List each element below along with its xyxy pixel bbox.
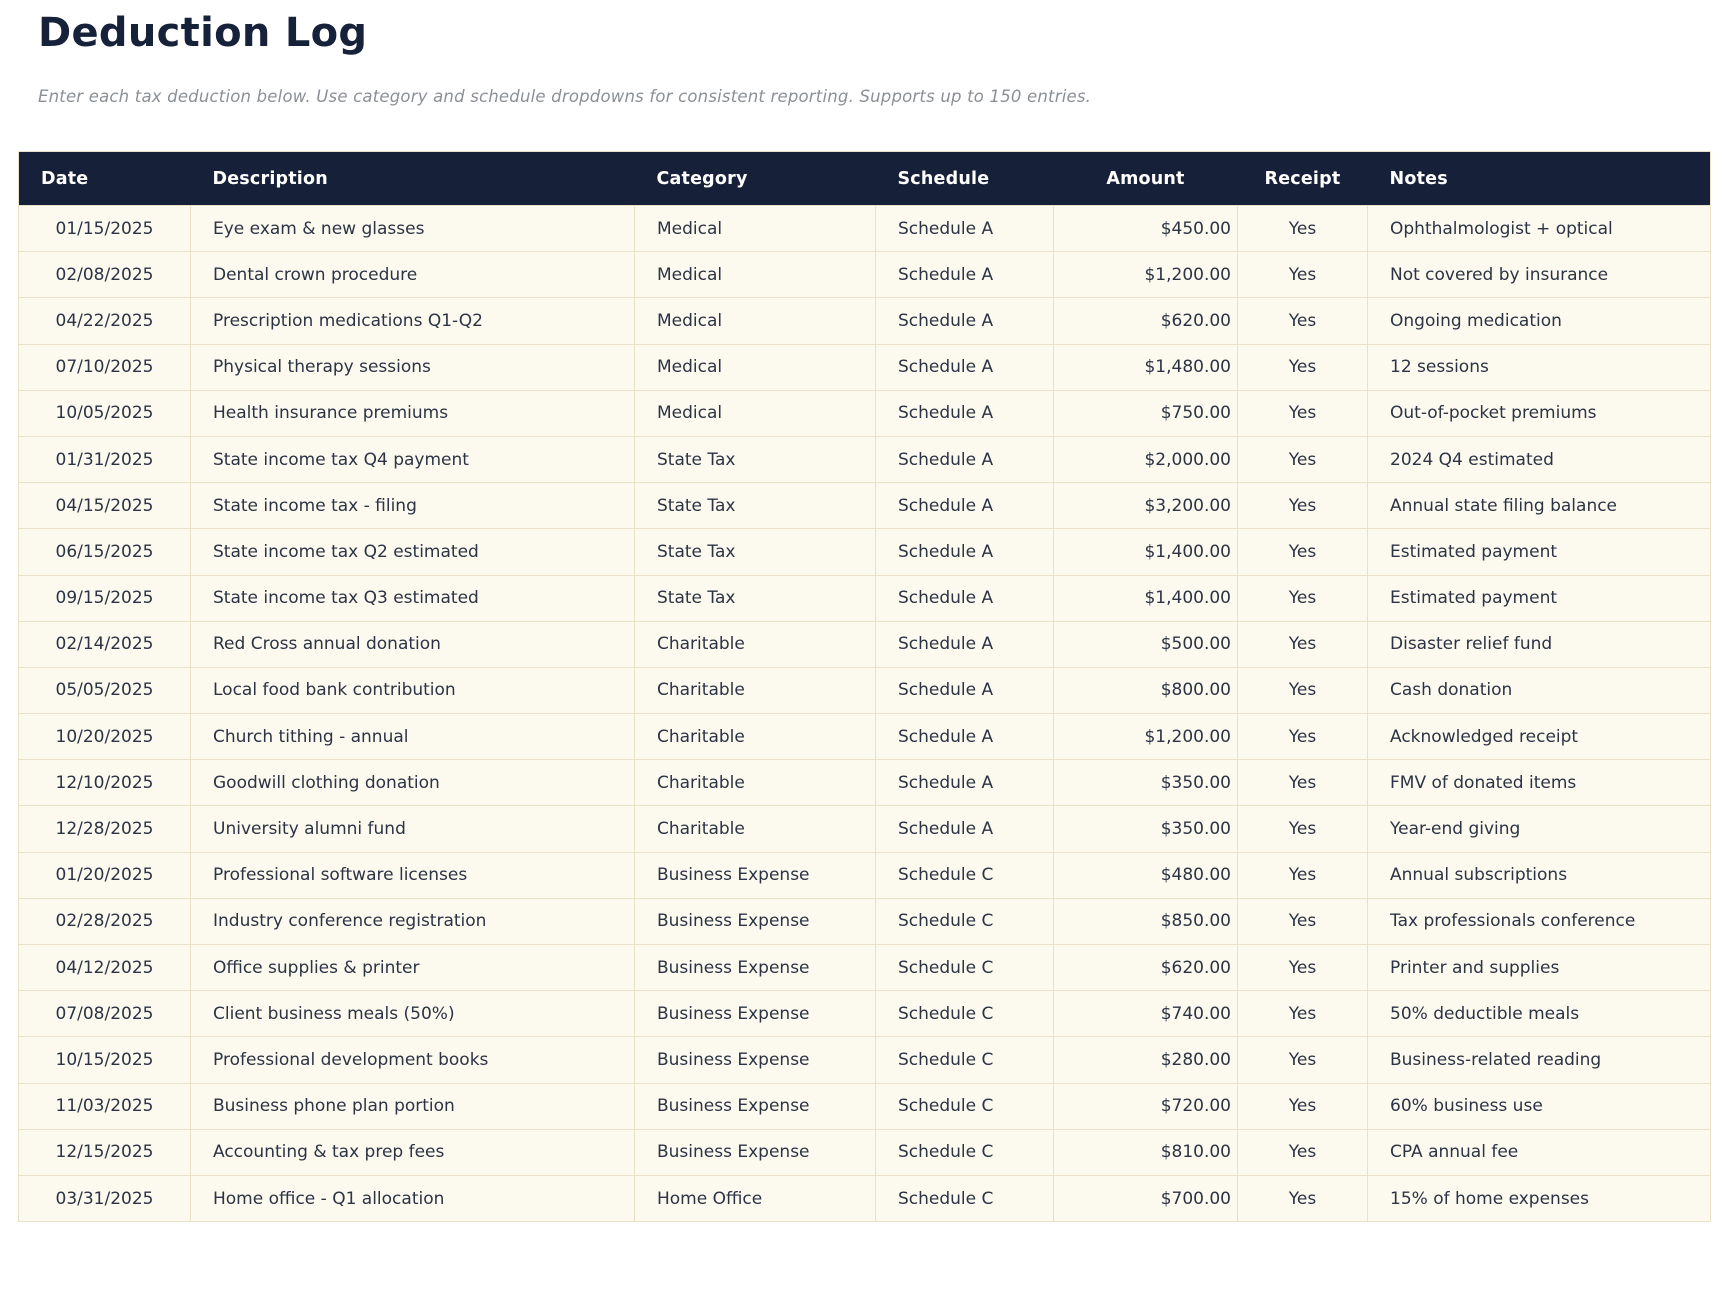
column-header-notes: Notes — [1368, 152, 1711, 206]
cell-category[interactable]: Charitable — [635, 667, 876, 713]
cell-receipt[interactable]: Yes — [1238, 1037, 1368, 1083]
cell-category[interactable]: Medical — [635, 298, 876, 344]
cell-notes[interactable]: Out-of-pocket premiums — [1368, 390, 1711, 436]
cell-date[interactable]: 10/15/2025 — [19, 1037, 191, 1083]
cell-receipt[interactable]: Yes — [1238, 298, 1368, 344]
column-header-category: Category — [635, 152, 876, 206]
cell-schedule[interactable]: Schedule A — [876, 298, 1054, 344]
cell-notes[interactable]: 50% deductible meals — [1368, 991, 1711, 1037]
cell-amount[interactable]: $350.00 — [1054, 806, 1238, 852]
cell-schedule[interactable]: Schedule C — [876, 1037, 1054, 1083]
cell-amount[interactable]: $740.00 — [1054, 991, 1238, 1037]
cell-schedule[interactable]: Schedule A — [876, 667, 1054, 713]
cell-description[interactable]: University alumni fund — [191, 806, 635, 852]
cell-description[interactable]: Office supplies & printer — [191, 945, 635, 991]
cell-date[interactable]: 04/22/2025 — [19, 298, 191, 344]
table-row — [19, 621, 1711, 667]
table-row — [19, 806, 1711, 852]
cell-amount[interactable]: $280.00 — [1054, 1037, 1238, 1083]
cell-description[interactable]: State income tax Q2 estimated — [191, 529, 635, 575]
cell-date[interactable]: 04/15/2025 — [19, 483, 191, 529]
cell-category[interactable]: Charitable — [635, 760, 876, 806]
cell-description[interactable]: Client business meals (50%) — [191, 991, 635, 1037]
column-header-amount: Amount — [1054, 152, 1238, 206]
cell-notes[interactable]: 2024 Q4 estimated — [1368, 436, 1711, 482]
cell-schedule[interactable]: Schedule C — [876, 1129, 1054, 1175]
cell-receipt[interactable]: Yes — [1238, 1083, 1368, 1129]
cell-category[interactable]: Business Expense — [635, 991, 876, 1037]
table-row — [19, 390, 1711, 436]
column-header-date: Date — [19, 152, 191, 206]
cell-amount[interactable]: $1,200.00 — [1054, 714, 1238, 760]
cell-receipt[interactable]: Yes — [1238, 483, 1368, 529]
cell-schedule[interactable]: Schedule C — [876, 1175, 1054, 1221]
cell-amount[interactable]: $2,000.00 — [1054, 436, 1238, 482]
table-row — [19, 344, 1711, 390]
table-row — [19, 760, 1711, 806]
table-row — [19, 1129, 1711, 1175]
cell-description[interactable]: Accounting & tax prep fees — [191, 1129, 635, 1175]
cell-description[interactable]: Local food bank contribution — [191, 667, 635, 713]
cell-category[interactable]: Medical — [635, 344, 876, 390]
cell-notes[interactable]: Disaster relief fund — [1368, 621, 1711, 667]
table-row — [19, 252, 1711, 298]
cell-date[interactable]: 01/31/2025 — [19, 436, 191, 482]
cell-category[interactable]: Medical — [635, 390, 876, 436]
cell-notes[interactable]: FMV of donated items — [1368, 760, 1711, 806]
cell-notes[interactable]: Business-related reading — [1368, 1037, 1711, 1083]
cell-schedule[interactable]: Schedule A — [876, 390, 1054, 436]
table-row — [19, 436, 1711, 482]
cell-date[interactable]: 07/08/2025 — [19, 991, 191, 1037]
page-title: Deduction Log — [38, 10, 368, 56]
cell-amount[interactable]: $1,400.00 — [1054, 529, 1238, 575]
cell-amount[interactable]: $620.00 — [1054, 945, 1238, 991]
cell-date[interactable]: 04/12/2025 — [19, 945, 191, 991]
cell-receipt[interactable]: Yes — [1238, 714, 1368, 760]
cell-category[interactable]: Business Expense — [635, 898, 876, 944]
cell-schedule[interactable]: Schedule C — [876, 852, 1054, 898]
cell-date[interactable]: 02/08/2025 — [19, 252, 191, 298]
cell-notes[interactable]: Not covered by insurance — [1368, 252, 1711, 298]
cell-category[interactable]: Charitable — [635, 714, 876, 760]
table-row — [19, 714, 1711, 760]
cell-amount[interactable]: $850.00 — [1054, 898, 1238, 944]
table-row — [19, 1175, 1711, 1221]
cell-amount[interactable]: $1,400.00 — [1054, 575, 1238, 621]
cell-amount[interactable]: $800.00 — [1054, 667, 1238, 713]
cell-description[interactable]: Physical therapy sessions — [191, 344, 635, 390]
cell-description[interactable]: Goodwill clothing donation — [191, 760, 635, 806]
cell-notes[interactable]: Acknowledged receipt — [1368, 714, 1711, 760]
cell-amount[interactable]: $1,200.00 — [1054, 252, 1238, 298]
cell-schedule[interactable]: Schedule C — [876, 945, 1054, 991]
cell-schedule[interactable]: Schedule A — [876, 206, 1054, 252]
cell-description[interactable]: Professional software licenses — [191, 852, 635, 898]
cell-date[interactable]: 10/05/2025 — [19, 390, 191, 436]
cell-date[interactable]: 12/10/2025 — [19, 760, 191, 806]
cell-amount[interactable]: $750.00 — [1054, 390, 1238, 436]
cell-amount[interactable]: $1,480.00 — [1054, 344, 1238, 390]
cell-date[interactable]: 06/15/2025 — [19, 529, 191, 575]
table-row — [19, 991, 1711, 1037]
cell-receipt[interactable]: Yes — [1238, 436, 1368, 482]
cell-notes[interactable]: Annual subscriptions — [1368, 852, 1711, 898]
cell-schedule[interactable]: Schedule A — [876, 714, 1054, 760]
cell-amount[interactable]: $620.00 — [1054, 298, 1238, 344]
cell-notes[interactable]: Annual state filing balance — [1368, 483, 1711, 529]
cell-amount[interactable]: $810.00 — [1054, 1129, 1238, 1175]
cell-schedule[interactable]: Schedule C — [876, 1083, 1054, 1129]
cell-description[interactable]: Church tithing - annual — [191, 714, 635, 760]
cell-schedule[interactable]: Schedule A — [876, 436, 1054, 482]
cell-schedule[interactable]: Schedule A — [876, 760, 1054, 806]
table-row — [19, 575, 1711, 621]
cell-receipt[interactable]: Yes — [1238, 529, 1368, 575]
cell-receipt[interactable]: Yes — [1238, 252, 1368, 298]
cell-description[interactable]: Professional development books — [191, 1037, 635, 1083]
cell-description[interactable]: Business phone plan portion — [191, 1083, 635, 1129]
cell-category[interactable]: Business Expense — [635, 1083, 876, 1129]
table-row — [19, 298, 1711, 344]
cell-description[interactable]: Dental crown procedure — [191, 252, 635, 298]
table-head — [19, 152, 1711, 206]
cell-category[interactable]: Business Expense — [635, 1129, 876, 1175]
cell-schedule[interactable]: Schedule A — [876, 806, 1054, 852]
cell-category[interactable]: Charitable — [635, 621, 876, 667]
cell-category[interactable]: State Tax — [635, 483, 876, 529]
cell-category[interactable]: Business Expense — [635, 1037, 876, 1083]
cell-category[interactable]: Medical — [635, 206, 876, 252]
cell-receipt[interactable]: Yes — [1238, 390, 1368, 436]
table-row — [19, 667, 1711, 713]
column-header-description: Description — [191, 152, 635, 206]
cell-receipt[interactable]: Yes — [1238, 1129, 1368, 1175]
table-row — [19, 1083, 1711, 1129]
cell-notes[interactable]: Tax professionals conference — [1368, 898, 1711, 944]
cell-category[interactable]: Medical — [635, 252, 876, 298]
cell-receipt[interactable]: Yes — [1238, 945, 1368, 991]
table-body — [19, 206, 1711, 1222]
table-header-row — [19, 152, 1711, 206]
cell-date[interactable]: 01/20/2025 — [19, 852, 191, 898]
cell-notes[interactable]: 15% of home expenses — [1368, 1175, 1711, 1221]
cell-amount[interactable]: $480.00 — [1054, 852, 1238, 898]
cell-notes[interactable]: Cash donation — [1368, 667, 1711, 713]
cell-date[interactable]: 10/20/2025 — [19, 714, 191, 760]
cell-category[interactable]: State Tax — [635, 436, 876, 482]
cell-amount[interactable]: $350.00 — [1054, 760, 1238, 806]
cell-notes[interactable]: Ophthalmologist + optical — [1368, 206, 1711, 252]
table-row — [19, 529, 1711, 575]
cell-description[interactable]: Red Cross annual donation — [191, 621, 635, 667]
cell-date[interactable]: 03/31/2025 — [19, 1175, 191, 1221]
cell-date[interactable]: 01/15/2025 — [19, 206, 191, 252]
cell-description[interactable]: Industry conference registration — [191, 898, 635, 944]
cell-schedule[interactable]: Schedule A — [876, 344, 1054, 390]
cell-description[interactable]: Home office - Q1 allocation — [191, 1175, 635, 1221]
cell-notes[interactable]: Estimated payment — [1368, 529, 1711, 575]
cell-receipt[interactable]: Yes — [1238, 852, 1368, 898]
cell-amount[interactable]: $720.00 — [1054, 1083, 1238, 1129]
cell-date[interactable]: 09/15/2025 — [19, 575, 191, 621]
cell-category[interactable]: State Tax — [635, 529, 876, 575]
cell-description[interactable]: Prescription medications Q1-Q2 — [191, 298, 635, 344]
cell-schedule[interactable]: Schedule A — [876, 252, 1054, 298]
cell-category[interactable]: Charitable — [635, 806, 876, 852]
cell-category[interactable]: State Tax — [635, 575, 876, 621]
cell-schedule[interactable]: Schedule A — [876, 621, 1054, 667]
cell-category[interactable]: Business Expense — [635, 852, 876, 898]
cell-description[interactable]: State income tax Q3 estimated — [191, 575, 635, 621]
cell-amount[interactable]: $3,200.00 — [1054, 483, 1238, 529]
table-row — [19, 483, 1711, 529]
cell-receipt[interactable]: Yes — [1238, 575, 1368, 621]
cell-description[interactable]: State income tax - filing — [191, 483, 635, 529]
table-row — [19, 1037, 1711, 1083]
cell-notes[interactable]: Ongoing medication — [1368, 298, 1711, 344]
page-subtitle: Enter each tax deduction below. Use category and schedule dropdowns for consistent reporting. Supports up to 150 entries. — [38, 87, 1092, 106]
cell-date[interactable]: 11/03/2025 — [19, 1083, 191, 1129]
cell-receipt[interactable]: Yes — [1238, 621, 1368, 667]
column-header-receipt: Receipt — [1238, 152, 1368, 206]
cell-description[interactable]: Health insurance premiums — [191, 390, 635, 436]
cell-notes[interactable]: Estimated payment — [1368, 575, 1711, 621]
cell-amount[interactable]: $500.00 — [1054, 621, 1238, 667]
cell-amount[interactable]: $700.00 — [1054, 1175, 1238, 1221]
cell-receipt[interactable]: Yes — [1238, 667, 1368, 713]
table-row — [19, 206, 1711, 252]
cell-schedule[interactable]: Schedule A — [876, 529, 1054, 575]
cell-category[interactable]: Home Office — [635, 1175, 876, 1221]
cell-notes[interactable]: Printer and supplies — [1368, 945, 1711, 991]
cell-schedule[interactable]: Schedule A — [876, 575, 1054, 621]
cell-schedule[interactable]: Schedule C — [876, 898, 1054, 944]
cell-notes[interactable]: Year-end giving — [1368, 806, 1711, 852]
cell-notes[interactable]: CPA annual fee — [1368, 1129, 1711, 1175]
cell-description[interactable]: Eye exam & new glasses — [191, 206, 635, 252]
table-row — [19, 852, 1711, 898]
cell-description[interactable]: State income tax Q4 payment — [191, 436, 635, 482]
cell-receipt[interactable]: Yes — [1238, 898, 1368, 944]
cell-receipt[interactable]: Yes — [1238, 760, 1368, 806]
cell-notes[interactable]: 60% business use — [1368, 1083, 1711, 1129]
table-row — [19, 945, 1711, 991]
cell-date[interactable]: 07/10/2025 — [19, 344, 191, 390]
cell-date[interactable]: 05/05/2025 — [19, 667, 191, 713]
cell-date[interactable]: 02/14/2025 — [19, 621, 191, 667]
deduction-log-page — [0, 10, 1726, 1222]
column-header-schedule: Schedule — [876, 152, 1054, 206]
cell-amount[interactable]: $450.00 — [1054, 206, 1238, 252]
cell-receipt[interactable]: Yes — [1238, 806, 1368, 852]
cell-category[interactable]: Business Expense — [635, 945, 876, 991]
cell-schedule[interactable]: Schedule A — [876, 483, 1054, 529]
cell-date[interactable]: 12/15/2025 — [19, 1129, 191, 1175]
cell-schedule[interactable]: Schedule C — [876, 991, 1054, 1037]
cell-receipt[interactable]: Yes — [1238, 206, 1368, 252]
cell-receipt[interactable]: Yes — [1238, 991, 1368, 1037]
cell-receipt[interactable]: Yes — [1238, 344, 1368, 390]
cell-receipt[interactable]: Yes — [1238, 1175, 1368, 1221]
cell-date[interactable]: 12/28/2025 — [19, 806, 191, 852]
deduction-table — [18, 151, 1711, 1222]
cell-date[interactable]: 02/28/2025 — [19, 898, 191, 944]
table-row — [19, 898, 1711, 944]
cell-notes[interactable]: 12 sessions — [1368, 344, 1711, 390]
